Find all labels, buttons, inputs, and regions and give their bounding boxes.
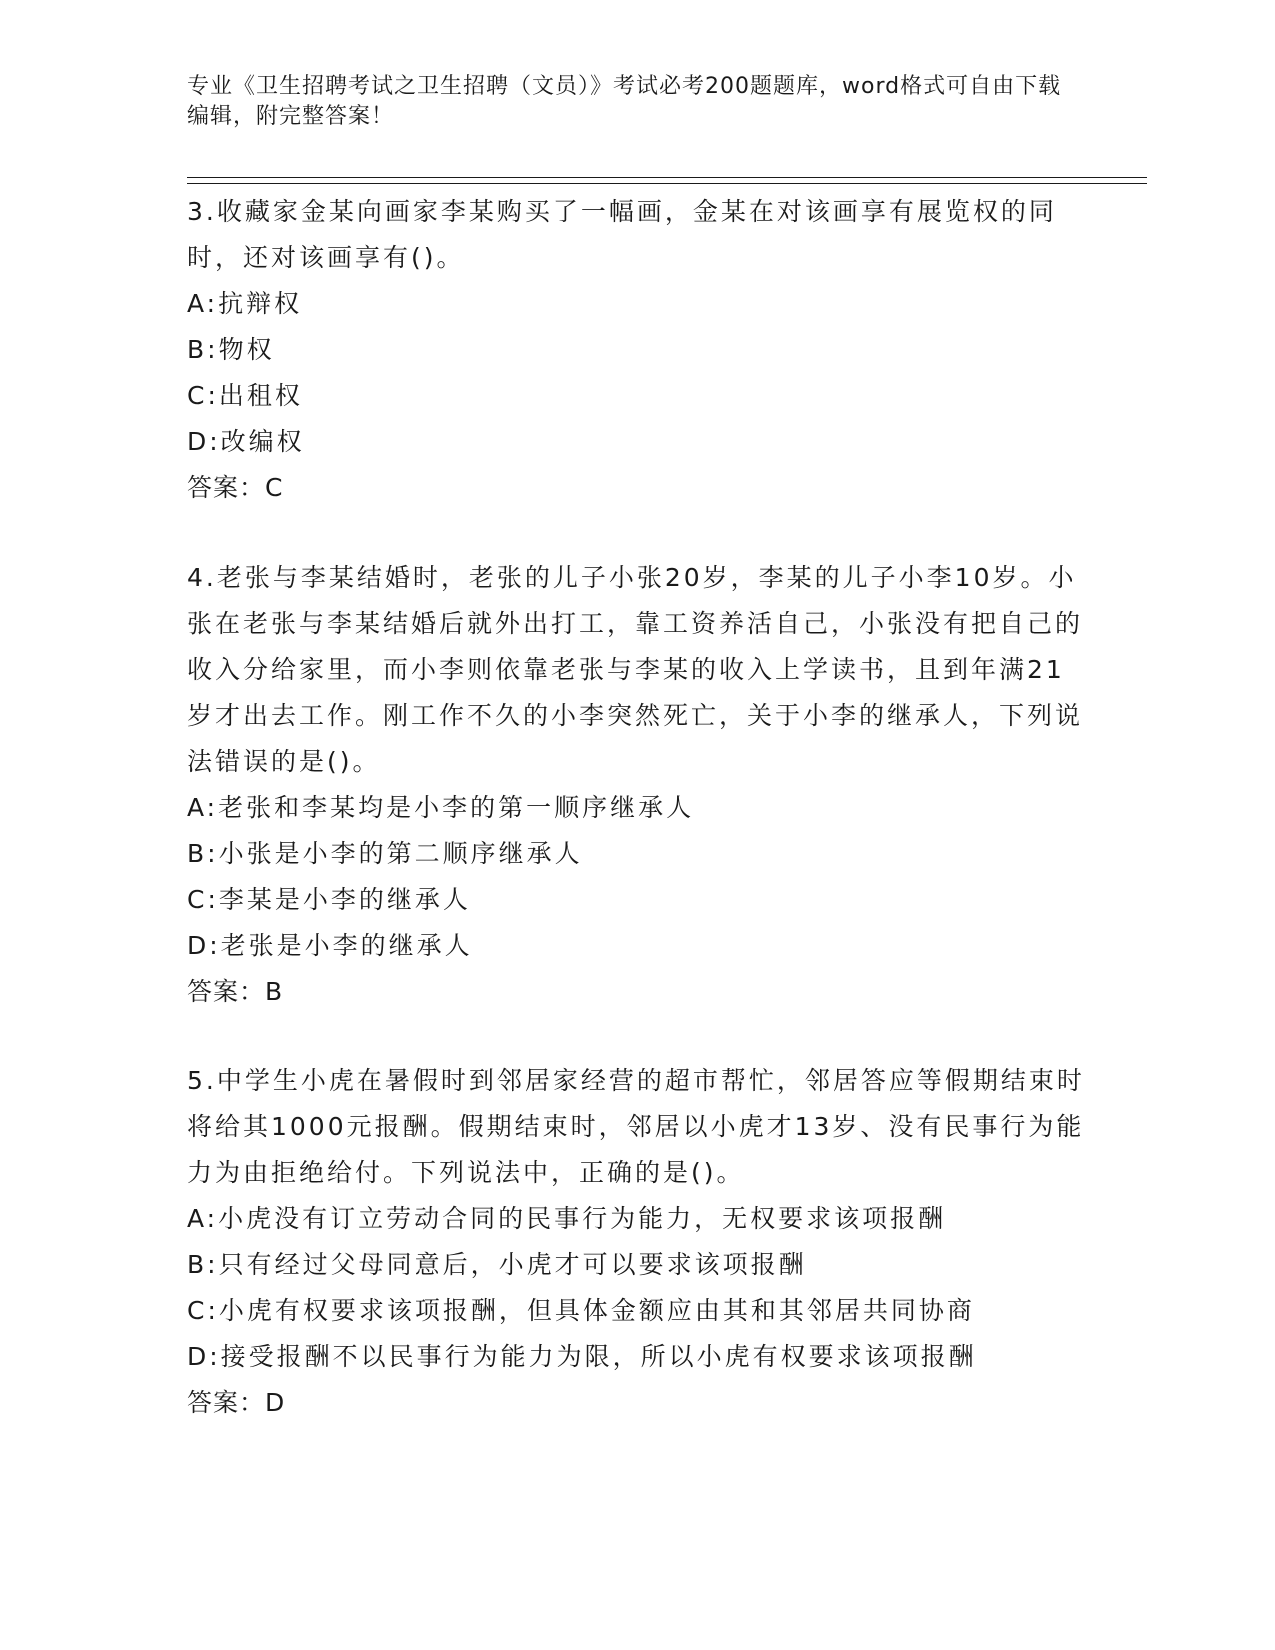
option-d: D:改编权 xyxy=(187,427,305,456)
question-3 xyxy=(187,189,1087,511)
option-a: A:小虎没有订立劳动合同的民事行为能力，无权要求该项报酬 xyxy=(187,1204,947,1233)
question-4 xyxy=(187,555,1087,1015)
option-b: B:只有经过父母同意后，小虎才可以要求该项报酬 xyxy=(187,1250,807,1279)
header-divider-top xyxy=(187,177,1147,178)
option-b: B:小张是小李的第二顺序继承人 xyxy=(187,839,583,868)
option-d: D:接受报酬不以民事行为能力为限，所以小虎有权要求该项报酬 xyxy=(187,1342,977,1371)
option-b: B:物权 xyxy=(187,335,275,364)
question-stem: 3.收藏家金某向画家李某购买了一幅画，金某在对该画享有展览权的同时，还对该画享有()。 xyxy=(187,197,1057,272)
answer-line: 答案：B xyxy=(187,977,284,1006)
option-c: C:小虎有权要求该项报酬，但具体金额应由其和其邻居共同协商 xyxy=(187,1296,975,1325)
answer-line: 答案：D xyxy=(187,1388,286,1417)
question-stem: 4.老张与李某结婚时，老张的儿子小张20岁，李某的儿子小李10岁。小张在老张与李某结婚后就外出打工，靠工资养活自己，小张没有把自己的收入分给家里，而小李则依靠老张与李某的收入上学读书，且到年满21岁才出去工作。刚工作不久的小李突然死亡，关于小李的继承人，下列说法错误的是()。 xyxy=(187,563,1084,776)
option-a: A:抗辩权 xyxy=(187,289,303,318)
question-5 xyxy=(187,1058,1087,1426)
header-divider-bottom xyxy=(187,183,1147,184)
answer-line: 答案：C xyxy=(187,473,284,502)
document-header: 专业《卫生招聘考试之卫生招聘（文员）》考试必考200题题库，word格式可自由下载编辑，附完整答案！ xyxy=(187,74,1062,129)
option-c: C:出租权 xyxy=(187,381,303,410)
question-stem: 5.中学生小虎在暑假时到邻居家经营的超市帮忙，邻居答应等假期结束时将给其1000元报酬。假期结束时，邻居以小虎才13岁、没有民事行为能力为由拒绝给付。下列说法中，正确的是()。 xyxy=(187,1066,1085,1187)
option-a: A:老张和李某均是小李的第一顺序继承人 xyxy=(187,793,695,822)
option-c: C:李某是小李的继承人 xyxy=(187,885,471,914)
option-d: D:老张是小李的继承人 xyxy=(187,931,473,960)
